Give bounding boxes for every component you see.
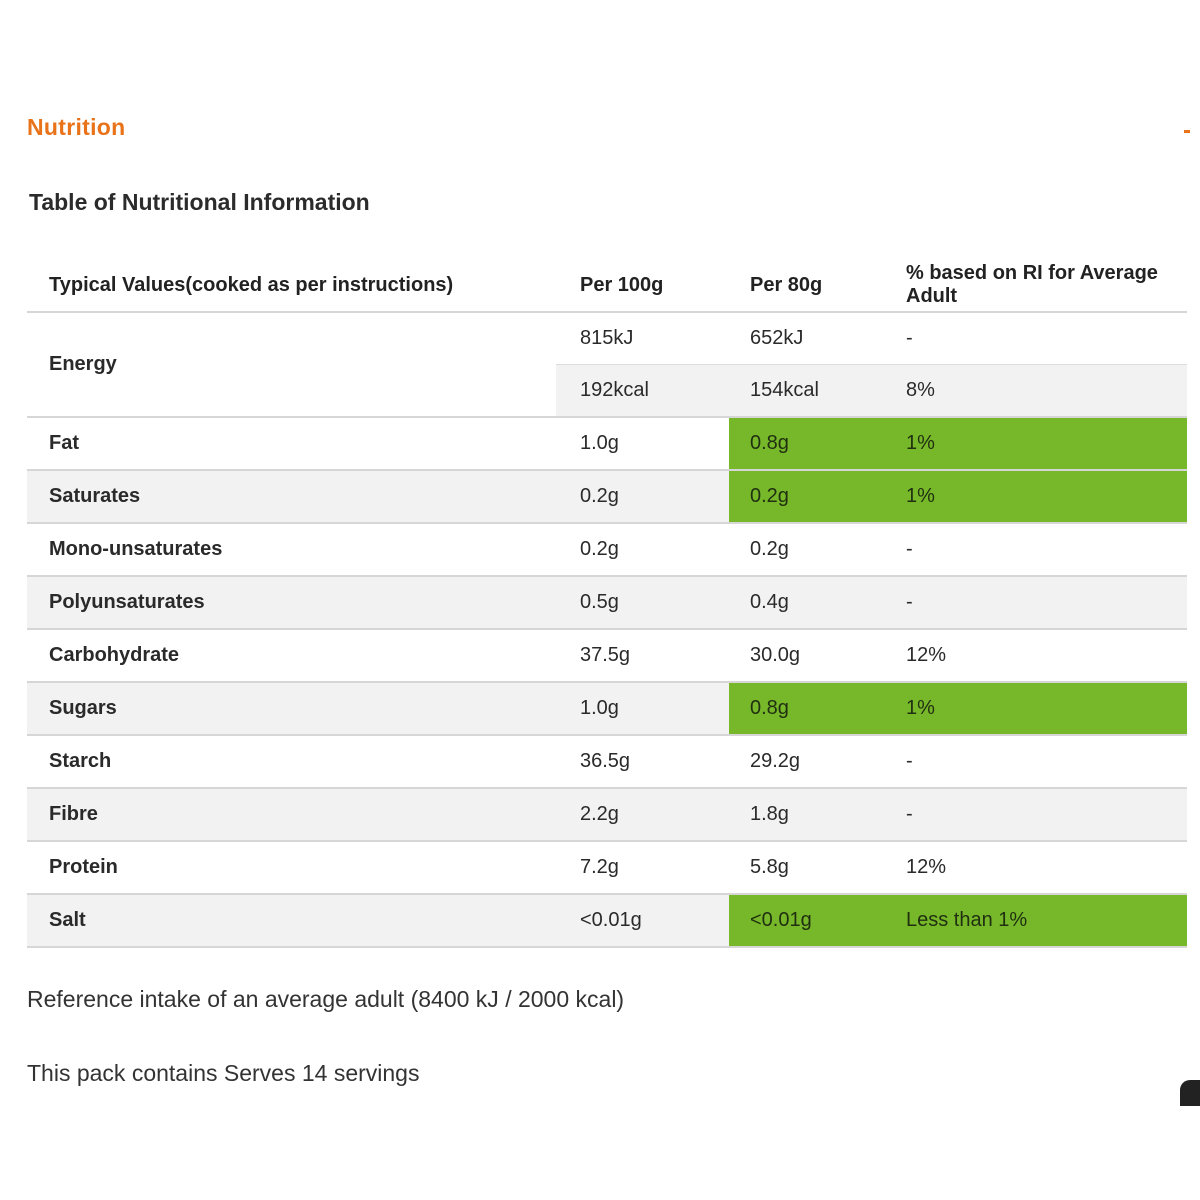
cell-per80: 0.2g [729, 523, 885, 576]
cell-energy-kj-per100: 815kJ [556, 312, 729, 365]
table-row [27, 312, 1187, 365]
row-label-mono-unsaturates: Mono-unsaturates [27, 523, 556, 576]
row-label-protein: Protein [27, 841, 556, 894]
table-row [27, 629, 1187, 682]
table-row [27, 470, 1187, 523]
table-header-row [27, 259, 1187, 312]
column-header-per-100g: Per 100g [556, 259, 729, 312]
cell-per80: 30.0g [729, 629, 885, 682]
cell-per100: 2.2g [556, 788, 729, 841]
cell-per100: 0.2g [556, 523, 729, 576]
cell-per100: <0.01g [556, 894, 729, 947]
row-label-sugars: Sugars [27, 682, 556, 735]
column-header-ri: % based on RI for Average Adult [885, 259, 1187, 312]
column-header-per-80g: Per 80g [729, 259, 885, 312]
cell-ri: - [885, 735, 1187, 788]
row-label-starch: Starch [27, 735, 556, 788]
cell-ri: - [885, 788, 1187, 841]
cell-per80: 0.8g [729, 682, 885, 735]
cell-per100: 0.5g [556, 576, 729, 629]
cell-energy-kj-per80: 652kJ [729, 312, 885, 365]
cell-per80: 0.8g [729, 417, 885, 470]
cell-ri: 12% [885, 841, 1187, 894]
table-row [27, 894, 1187, 947]
servings-note: This pack contains Serves 14 servings [27, 1060, 420, 1086]
cell-ri: Less than 1% [885, 894, 1187, 947]
edge-mark [1184, 130, 1190, 133]
cell-ri: 12% [885, 629, 1187, 682]
table-row [27, 841, 1187, 894]
row-label-energy: Energy [27, 312, 556, 417]
cell-ri: 1% [885, 417, 1187, 470]
cell-per80: 0.4g [729, 576, 885, 629]
cell-per100: 36.5g [556, 735, 729, 788]
cell-per100: 0.2g [556, 470, 729, 523]
row-label-fibre: Fibre [27, 788, 556, 841]
cell-per100: 1.0g [556, 682, 729, 735]
cell-per100: 7.2g [556, 841, 729, 894]
column-header-typical-values: Typical Values(cooked as per instructions) [27, 259, 556, 312]
cell-per80: <0.01g [729, 894, 885, 947]
cell-energy-kcal-ri: 8% [885, 365, 1187, 418]
cell-energy-kcal-per80: 154kcal [729, 365, 885, 418]
cell-per100: 37.5g [556, 629, 729, 682]
table-row [27, 523, 1187, 576]
row-label-saturates: Saturates [27, 470, 556, 523]
table-row [27, 682, 1187, 735]
reference-intake-note: Reference intake of an average adult (8400 kJ / 2000 kcal) [27, 986, 625, 1012]
cell-ri: 1% [885, 682, 1187, 735]
row-label-polyunsaturates: Polyunsaturates [27, 576, 556, 629]
cell-energy-kj-ri: - [885, 312, 1187, 365]
nutrition-table [27, 259, 1187, 948]
cell-energy-kcal-per100: 192kcal [556, 365, 729, 418]
cell-per80: 5.8g [729, 841, 885, 894]
cell-per80: 1.8g [729, 788, 885, 841]
cell-per80: 0.2g [729, 470, 885, 523]
cell-ri: - [885, 576, 1187, 629]
cell-ri: 1% [885, 470, 1187, 523]
row-label-fat: Fat [27, 417, 556, 470]
cell-per80: 29.2g [729, 735, 885, 788]
row-label-salt: Salt [27, 894, 556, 947]
table-row [27, 735, 1187, 788]
chat-widget-button[interactable] [1180, 1080, 1200, 1106]
row-label-carbohydrate: Carbohydrate [27, 629, 556, 682]
table-row [27, 576, 1187, 629]
table-title: Table of Nutritional Information [29, 189, 370, 215]
cell-per100: 1.0g [556, 417, 729, 470]
section-title: Nutrition [27, 114, 126, 140]
table-row [27, 788, 1187, 841]
cell-ri: - [885, 523, 1187, 576]
table-row [27, 417, 1187, 470]
